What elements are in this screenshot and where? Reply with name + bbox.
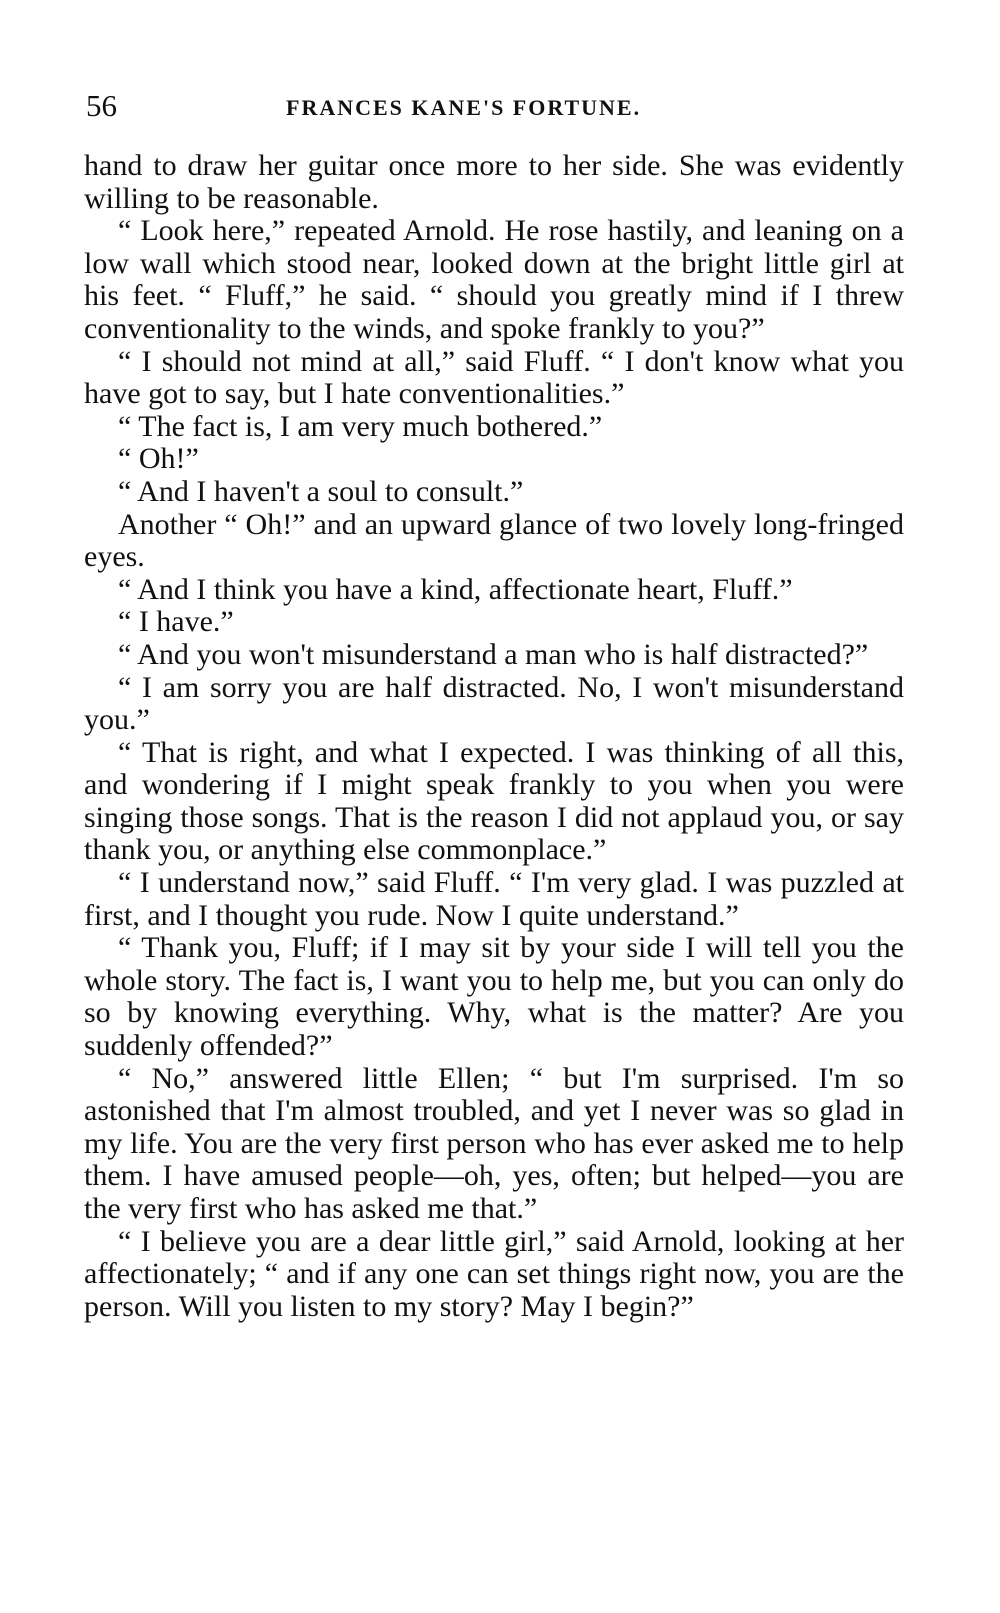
paragraph: “ Oh!” bbox=[118, 442, 199, 476]
paragraph: hand to draw her guitar once more to her side. She was evidently willing to be reasonable. bbox=[84, 149, 904, 215]
paragraph: “ Thank you, Fluff; if I may sit by your side I will tell you the whole story. The fact is, I want you to help me, but you can only do so by knowing everything. Why, what is the matter? Are you suddenly offended?” bbox=[84, 931, 904, 1063]
paragraph: “ I am sorry you are half distracted. No, I won't misunderstand you.” bbox=[84, 670, 904, 737]
paragraph: “ No,” answered little Ellen; “ but I'm surprised. I'm so astonished that I'm almost troubled, and yet I never was so glad in my life. You are the very first person who has ever asked me to help them. I have amused people—oh, yes, often; but helped—you are the very first who has asked me that.” bbox=[84, 1061, 904, 1225]
paragraph: “ And you won't misunderstand a man who is half distracted?” bbox=[118, 637, 869, 671]
paragraph: “ That is right, and what I expected. I was thinking of all this, and wondering if I might speak frankly to you when you were singing those songs. That is the reason I did not applaud you, or say thank you, or anything else commonplace.” bbox=[84, 735, 904, 867]
paragraph: “ I believe you are a dear little girl,” said Arnold, looking at her affectionately; “ and if any one can set things right now, you are the person. Will you listen to my story? May I begin?” bbox=[84, 1224, 904, 1323]
page-number: 56 bbox=[86, 88, 117, 123]
body-text bbox=[84, 150, 904, 1323]
paragraph: “ I understand now,” said Fluff. “ I'm very glad. I was puzzled at first, and I thought you rude. Now I quite understand.” bbox=[84, 866, 904, 932]
paragraph: “ I should not mind at all,” said Fluff. “ I don't know what you have got to say, but I hate conventionalities.” bbox=[84, 344, 904, 411]
paragraph: “ I have.” bbox=[118, 605, 234, 639]
paragraph: Another “ Oh!” and an upward glance of two lovely long-fringed eyes. bbox=[84, 507, 904, 574]
running-title: FRANCES KANE'S FORTUNE. bbox=[286, 95, 642, 120]
paragraph: “ Look here,” repeated Arnold. He rose hastily, and leaning on a low wall which stood near, looked down at the bright little girl at his feet. “ Fluff,” he said. “ should you greatly mind if I threw conventionality to the winds, and spoke frankly to you?” bbox=[84, 214, 904, 345]
paragraph: “ The fact is, I am very much bothered.” bbox=[118, 409, 603, 443]
running-head bbox=[86, 86, 904, 130]
paragraph: “ And I think you have a kind, affectionate heart, Fluff.” bbox=[118, 572, 793, 606]
paragraph: “ And I haven't a soul to consult.” bbox=[118, 474, 524, 508]
